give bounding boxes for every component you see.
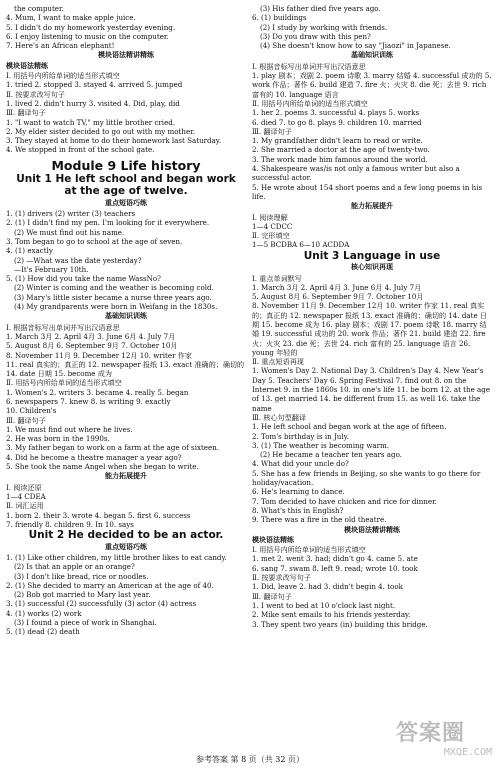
- unit-title: Unit 1 He left school and began work: [16, 172, 236, 185]
- unit-title: Unit 2 He decided to be an actor.: [28, 529, 224, 542]
- answer-line: Ⅰ. 阅读理解: [252, 212, 288, 222]
- answer-line: 3. The work made him famous around the world.: [252, 154, 428, 164]
- answer-line: (2) I study by working with friends.: [260, 22, 388, 32]
- answer-line: 4. Mum, I want to make apple juice.: [6, 13, 136, 23]
- answer-line: the computer.: [14, 4, 64, 13]
- answer-line: Ⅱ. 按要求改写句子: [6, 89, 65, 99]
- answer-line: 1. met 2. went 3. had; didn't go 4. came 5. ate: [252, 554, 418, 564]
- answer-line: 2. (1) I didn't find my pen. I'm looking for it everywhere.: [6, 218, 210, 228]
- answer-line: Ⅲ. 翻译句子: [6, 415, 46, 425]
- answer-line: 5. She took the name Angel when she began to write.: [6, 462, 199, 472]
- answer-line: 7. Here's an African elephant!: [6, 41, 115, 51]
- answer-line: Ⅱ. 重点短语再现: [252, 357, 304, 367]
- answer-line: (2) Bob got married to Mary last year.: [14, 590, 151, 600]
- answer-line: Ⅰ. 用括号内所给单词的适当形式填空: [252, 545, 366, 555]
- section-heading: 基础知识训练: [105, 312, 147, 321]
- watermark-text: 答案圈: [396, 721, 466, 746]
- watermark-url: MXQE.COM: [443, 747, 492, 758]
- answer-line: 1. He left school and began work at the age of fifteen.: [252, 422, 447, 432]
- section-heading: 模块语法精讲精练: [98, 51, 154, 60]
- answer-line: 8. November 11月 9. December 12月 10. writer 作家 11. real 真实的；真正的 12. newspaper 报纸 13. exact 准确的；确切的 14. date 日期 15. become 成为 16. play 剧本；戏剧 17. poem 诗歌 18. marry 结婚 19. successful 成功的 20. work 作品；著作 21. build 建造 22. fire 火；火灾 23. die 死；去世 24. rich 富有的 25. language 语言 26. young 年轻的: [252, 301, 487, 357]
- answer-line: (4) She doesn't know how to say "Jiaozi" in Japanese.: [260, 41, 451, 51]
- answer-line: 2. (1) She decided to marry an American at the age of 40.: [6, 580, 214, 590]
- answer-line: 10. Children's: [6, 406, 57, 416]
- subsection-heading: 模块语法精练: [252, 535, 294, 544]
- answer-line: 6. newspapers 7. knew 8. is writing 9. exactly: [6, 396, 171, 406]
- answer-line: Ⅱ. 用括号内所给单词的适当形式填空: [6, 378, 122, 388]
- answer-line: 8. What's this in English?: [252, 505, 344, 515]
- answer-line: Ⅲ. 核心句型翻译: [252, 412, 306, 422]
- answer-line: 3. Tom began to go to school at the age of seven.: [6, 236, 183, 246]
- answer-line: 1. My grandfather didn't learn to read or write.: [252, 136, 423, 146]
- answer-line: 7. Tom decided to have chicken and rice for dinner.: [252, 496, 437, 506]
- answer-line: Ⅱ. 用括号内所给单词的适当形式填空: [252, 98, 368, 108]
- answer-line: Ⅱ. 完形填空: [252, 231, 290, 241]
- answer-line: 2. Tom's birthday is in July.: [252, 431, 349, 441]
- section-heading: 重点短语巧练: [105, 542, 147, 551]
- answer-line: 3. (1) The weather is becoming warm.: [252, 440, 390, 450]
- answer-line: 3. (1) successful (2) successfully (3) actor (4) actress: [6, 599, 197, 609]
- answer-line: 5. She has a few friends in Beijing, so she wants to go there for holiday/vacation.: [252, 468, 481, 488]
- answer-line: 1. I went to bed at 10 o'clock last night.: [252, 600, 396, 610]
- answer-line: 4. (1) exactly: [6, 246, 53, 256]
- page-footer: 参考答案 第 8 页（共 32 页）: [196, 755, 304, 764]
- answer-line: 5. August 8月 6. September 9月 7. October 10月: [6, 341, 178, 351]
- answer-line: Ⅰ. 用括号内所给单词的适当形式填空: [6, 71, 120, 81]
- answer-line: Ⅲ. 翻译句子: [6, 108, 46, 118]
- unit-title: Unit 3 Language in use: [303, 249, 441, 262]
- section-heading: 能力拓展提升: [351, 202, 393, 211]
- answer-line: (2) We must find out his name.: [14, 227, 125, 237]
- answer-line: (3) Mary's little sister became a nurse three years ago.: [14, 292, 212, 302]
- answer-line: 3. My father began to work on a farm at the age of sixteen.: [6, 443, 220, 453]
- answer-line: 1. Women's Day 2. National Day 3. Children's Day 4. New Year's Day 5. Teachers' Day 6. Spring Festival 7. find out 8. on the Internet 9. in the 1860s 10. in one's life 11. be born 12. at the age of 13. get married 14. be different from 15. as well 16. take the name: [252, 366, 491, 413]
- answer-line: 3. They spent two years (in) building this bridge.: [252, 619, 428, 629]
- subsection-heading: 模块语法精练: [6, 61, 48, 70]
- answer-line: 6. died 7. to go 8. plays 9. children 10. married: [252, 117, 422, 127]
- answer-line: 9. There was a fire in the old theatre.: [252, 515, 387, 525]
- answer-line: 1. "I want to watch TV," my little brother cried.: [6, 117, 176, 127]
- answer-line: 1—4 CDCC: [252, 221, 293, 231]
- answer-line: Ⅱ. 按要求改写句子: [252, 573, 311, 583]
- answer-line: 1. (1) Like other children, my little brother likes to eat candy.: [6, 552, 227, 562]
- answer-line: (2) He became a teacher ten years ago.: [260, 450, 402, 460]
- answer-line: —It's February 10th.: [14, 264, 89, 274]
- answer-line: 1. Women's 2. writers 3. became 4. really 5. began: [6, 387, 189, 397]
- answer-line: (2) —What was the date yesterday?: [14, 255, 142, 265]
- answer-line: 3. They stayed at home to do their homework last Saturday.: [6, 136, 222, 146]
- answer-line: 2. She married a doctor at the age of twenty-two.: [252, 145, 430, 155]
- answer-line: Ⅰ. 阅读还原: [6, 482, 42, 492]
- right-column: [252, 4, 492, 629]
- answer-line: 5. He wrote about 154 short poems and a few long poems in his life.: [252, 182, 483, 201]
- section-heading: 基础知识训练: [351, 51, 393, 60]
- answer-line: Ⅰ. 重点单词默写: [252, 273, 302, 283]
- answer-line: 4. We stopped in front of the school gate.: [6, 145, 155, 155]
- answer-line: 1. play 剧本；戏剧 2. poem 诗歌 3. marry 结婚 4. successful 成功的 5. work 作品；著作 6. build 建造 7. fire 火；火灾 8. die 死；去世 9. rich 富有的 10. language 语言: [252, 71, 492, 99]
- section-heading: 能力拓展提升: [105, 472, 147, 481]
- left-column: [6, 4, 246, 637]
- unit-title: at the age of twelve.: [64, 185, 188, 198]
- answer-line: 1. tried 2. stopped 3. stayed 4. arrived 5. jumped: [6, 80, 183, 90]
- answer-line: (3) I found a piece of work in Shanghai.: [14, 618, 157, 628]
- answer-line: 5. (1) How did you take the name WassNo?: [6, 274, 161, 284]
- answer-line: 1. (1) drivers (2) writer (3) teachers: [6, 209, 136, 219]
- answer-line: Ⅰ. 根据音标写出单词并写出汉语意思: [252, 61, 366, 71]
- answer-line: 1—4 CDEA: [6, 491, 46, 501]
- answer-line: 6. He's learning to dance.: [252, 487, 345, 497]
- answer-line: 5. I didn't do my homework yesterday evening.: [6, 22, 176, 32]
- answer-line: 2. Mike sent emails to his friends yesterday.: [252, 610, 411, 620]
- answer-line: Ⅲ. 翻译句子: [252, 591, 292, 601]
- answer-line: 1. born 2. their 3. wrote 4. began 5. first 6. success: [6, 510, 191, 520]
- answer-line: (3) Do you draw with this pen?: [260, 31, 371, 41]
- answer-line: (3) I don't like bread, rice or noodles.: [14, 571, 149, 581]
- answer-line: Ⅰ. 根据音标写出单词并写出汉语意思: [6, 322, 120, 332]
- answer-line: 4. Shakespeare was/is not only a famous writer but also a successful actor.: [252, 164, 460, 183]
- answer-line: Ⅱ. 词汇运用: [6, 501, 44, 511]
- answer-line: (2) Winter is coming and the weather is becoming cold.: [14, 283, 214, 293]
- answer-line: 1—5 BCDBA 6—10 ACDDA: [252, 240, 350, 250]
- answer-line: (2) Is that an apple or an orange?: [14, 562, 135, 572]
- watermark-logo: [396, 716, 496, 768]
- answer-line: 2. He was born in the 1990s.: [6, 434, 110, 444]
- answer-line: 6. sang 7. swam 8. left 9. read; wrote 10. took: [252, 563, 418, 573]
- answer-line: 4. (1) works (2) work: [6, 608, 82, 618]
- answer-line: 5. (1) dead (2) death: [6, 627, 80, 637]
- answer-line: 6. I enjoy listening to music on the computer.: [6, 31, 169, 41]
- answer-line: 11. real 真实的；真正的 12. newspaper 报纸 13. exact 准确的；确切的 14. date 日期 15. become 成为: [6, 359, 245, 379]
- answer-line: 1. We must find out where he lives.: [6, 424, 133, 434]
- answer-line: 4. Did he become a theatre manager a year ago?: [6, 452, 182, 462]
- answer-line: 1. Did, leave 2. had 3. didn't begin 4. took: [252, 582, 403, 592]
- answer-line: 1. her 2. poems 3. successful 4. plays 5. works: [252, 108, 420, 118]
- section-heading: 核心知识再现: [351, 263, 393, 272]
- answer-line: (3) His father died five years ago.: [260, 4, 381, 13]
- answer-line: (4) My grandparents were born in Weifang in the 1830s.: [14, 302, 218, 312]
- answer-line: 1. March 3月 2. April 4月 3. June 6月 4. July 7月: [6, 331, 176, 341]
- section-heading: 模块语法精讲精练: [344, 525, 400, 534]
- answer-line: 1. March 3月 2. April 4月 3. June 6月 4. July 7月: [252, 282, 422, 292]
- module-title: Module 9 Life history: [51, 157, 201, 173]
- answer-line: 1. lived 2. didn't hurry 3. visited 4. Did, play, did: [6, 98, 180, 108]
- section-heading: 重点短语巧练: [105, 198, 147, 207]
- answer-line: 6. (1) buildings: [252, 13, 307, 23]
- answer-line: 2. My elder sister decided to go out with my mother.: [6, 126, 196, 136]
- answer-line: 4. What did your uncle do?: [252, 459, 349, 469]
- answer-line: 8. November 11月 9. December 12月 10. writer 作家: [6, 350, 192, 360]
- answer-line: Ⅲ. 翻译句子: [252, 126, 292, 136]
- answer-line: 5. August 8月 6. September 9月 7. October 10月: [252, 292, 424, 302]
- answer-line: 7. friendly 8. children 9. In 10. says: [6, 519, 134, 529]
